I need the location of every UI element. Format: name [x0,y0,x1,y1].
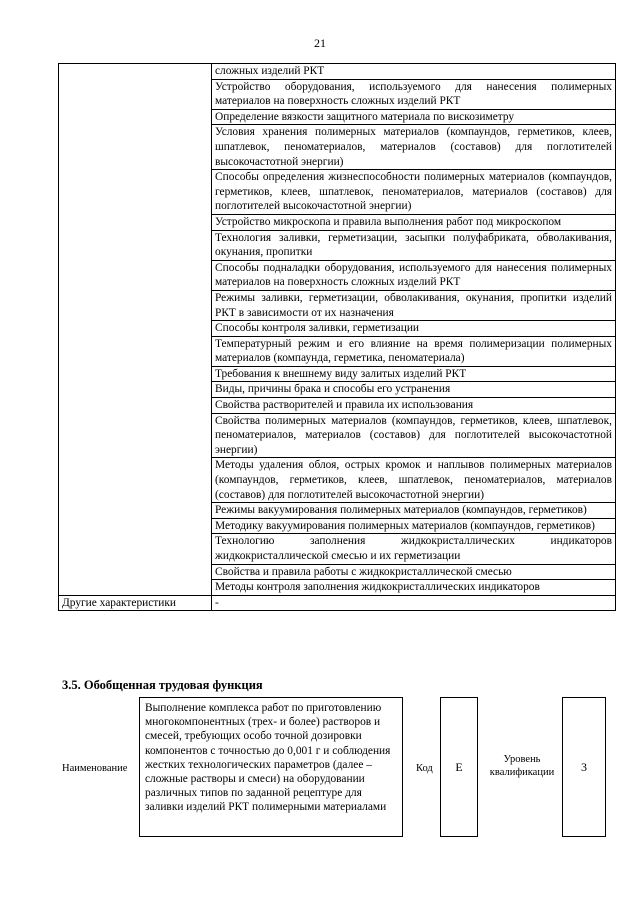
requirement-item: Свойства и правила работы с жидкокристаллической смесью [212,564,616,580]
table-row [59,64,616,80]
name-value: Выполнение комплекса работ по приготовлению многокомпонентных (трех- и более) растворов и смесей, требующих особо точной дозировки компонентов с точностью до 0,001 г и соблюдения жестких технологических параметров (далее – сложные растворы и смеси) на оборудовании различных типов по заданной рецептуре для заливки изделий РКТ полимерными материалами [139,697,403,837]
requirement-item: Технология заливки, герметизации, засыпки полуфабриката, обволакивания, окунания, пропитки [212,230,616,260]
requirement-item: Свойства растворителей и правила их использования [212,398,616,414]
name-label: Наименование [62,763,128,774]
qualification-level-box [562,697,606,837]
requirement-item: сложных изделий РКТ [212,64,616,80]
requirement-item: Определение вязкости защитного материала по вискозиметру [212,109,616,125]
code-value-box [440,697,478,837]
code-value: E [455,759,463,774]
requirement-item: Устройство оборудования, используемого для нанесения полимерных материалов на поверхность сложных изделий РКТ [212,79,616,109]
requirement-item: Свойства полимерных материалов (компаундов, герметиков, клеев, шпатлевок, пеноматериалов, материалов (составов) для поглотителей высокочастотной энергии) [212,413,616,458]
requirement-item: Устройство микроскопа и правила выполнения работ под микроскопом [212,214,616,230]
table-left-cell [59,64,212,596]
requirement-item: Методы контроля заполнения жидкокристаллических индикаторов [212,580,616,596]
requirement-item: Температурный режим и его влияние на время полимеризации полимерных материалов (компаунда, герметика, пеноматериала) [212,336,616,366]
requirement-item: Виды, причины брака и способы его устранения [212,382,616,398]
requirement-item: Способы контроля заливки, герметизации [212,321,616,337]
requirement-item: Требования к внешнему виду залитых изделий РКТ [212,366,616,382]
requirement-item: Режимы вакуумирования полимерных материалов (компаундов, герметиков) [212,503,616,519]
requirement-item: Методы удаления облоя, острых кромок и наплывов полимерных материалов (компаундов, герметиков, клеев, шпатлевок, пеноматериалов, материалов (составов) для поглотителей высокочастотной энергии) [212,458,616,503]
requirements-table [58,63,616,611]
requirement-item: Способы определения жизнеспособности полимерных материалов (компаундов, герметиков, клеев, шпатлевок, пеноматериалов, материалов (составов) для поглотителей высокочастотной энергии) [212,170,616,215]
other-characteristics-value: - [212,595,616,611]
other-characteristics-label: Другие характеристики [59,595,212,611]
qualification-level-label: Уровень квалификации [489,754,555,778]
requirement-item: Способы подналадки оборудования, используемого для нанесения полимерных материалов на поверхность сложных изделий РКТ [212,260,616,290]
requirement-item: Технологию заполнения жидкокристаллических индикаторов жидкокристаллической смесью и их герметизации [212,534,616,564]
qualification-level-value: 3 [581,759,587,774]
table-row [59,595,616,611]
requirement-item: Режимы заливки, герметизации, обволакивания, окунания, пропитки изделий РКТ в зависимости от их назначения [212,290,616,320]
section-title: 3.5. Обобщенная трудовая функция [62,678,263,692]
code-label: Код [416,763,433,774]
requirement-item: Методику вакуумирования полимерных материалов (компаундов, герметиков) [212,518,616,534]
requirement-item: Условия хранения полимерных материалов (компаундов, герметиков, клеев, шпатлевок, пеноматериалов, материалов (составов) для поглотителей высокочастотной энергии) [212,125,616,170]
page-number: 21 [314,36,326,50]
